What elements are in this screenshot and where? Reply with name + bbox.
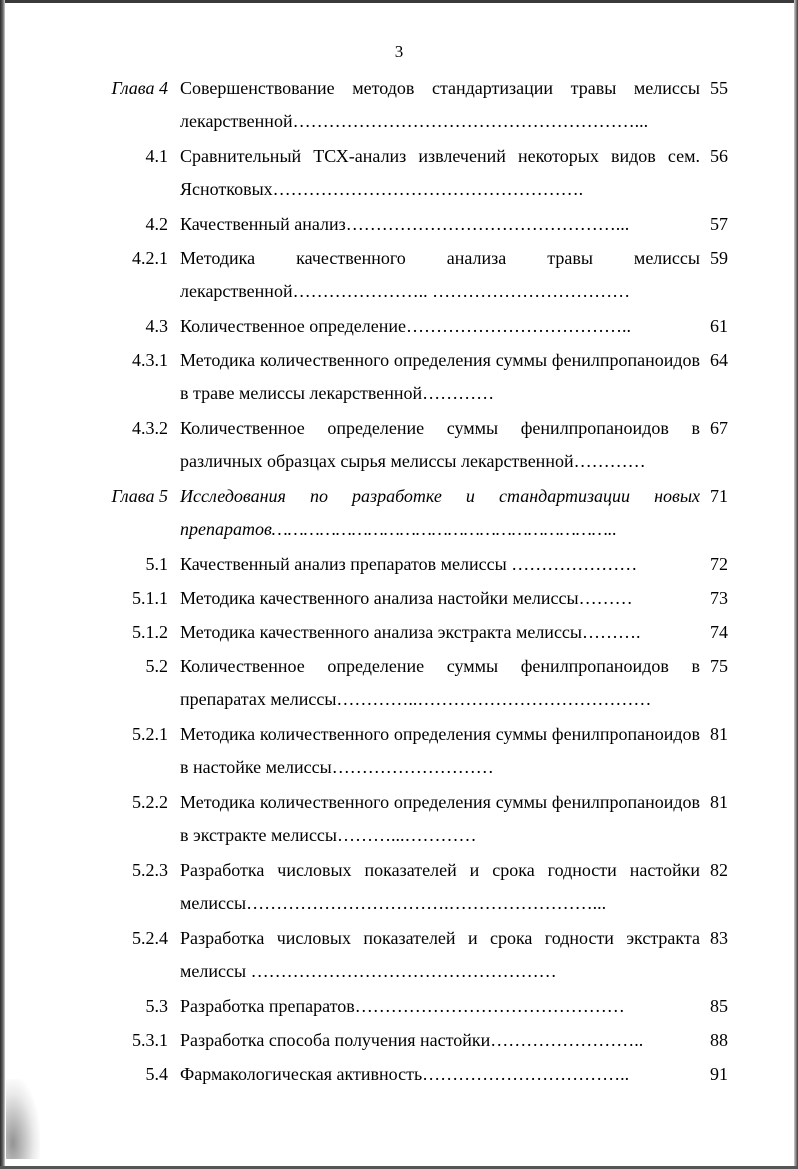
toc-entry-5-2 — [100, 650, 740, 716]
toc-entry-page: 57 — [710, 214, 728, 234]
scan-border-left — [0, 0, 5, 1169]
toc-entry-title: Методика количественного определения суммы фенилпропаноидов в экстракте мелиссы………...………… — [180, 792, 700, 845]
toc-entry-5-2-2 — [100, 786, 740, 852]
toc-entry-title: Методика качественного анализа экстракта мелиссы………. — [180, 622, 641, 642]
toc-entry-5-1 — [100, 548, 740, 581]
toc-entry-number: 5.2.3 — [132, 860, 168, 880]
toc-entry-5-2-4 — [100, 922, 740, 988]
toc-entry-5-1-1 — [100, 582, 740, 615]
toc-entry-title: Методика качественного анализа настойки мелиссы……… — [180, 588, 633, 608]
toc-entry-page: 67 — [710, 418, 728, 438]
toc-entry-number: 5.2.2 — [132, 792, 168, 812]
toc-entry-number: 5.2 — [145, 656, 168, 676]
toc-entry-number: 5.1.2 — [132, 622, 168, 642]
toc-entry-page: 81 — [710, 792, 728, 812]
toc-entry-page: 82 — [710, 860, 728, 880]
toc-entry-title: Методика качественного анализа травы мелиссы лекарственной………………….. …………………………… — [180, 248, 700, 301]
toc-entry-page: 56 — [710, 146, 728, 166]
toc-entry-page: 74 — [710, 622, 728, 642]
toc-entry-title: Методика количественного определения суммы фенилпропаноидов в траве мелиссы лекарственной………… — [180, 350, 700, 403]
toc-entry-number: 5.4 — [145, 1064, 168, 1084]
toc-entry-title: Количественное определение суммы фенилпропаноидов в препаратах мелиссы…………..………………………………… — [180, 656, 700, 709]
toc-entry-number: 5.2.4 — [132, 928, 168, 948]
toc-entry-title: Разработка препаратов……………………………………… — [180, 996, 625, 1016]
toc-entry-title: Совершенствование методов стандартизации травы мелиссы лекарственной…………………………………………………... — [180, 78, 700, 131]
toc-entry-page: 91 — [710, 1064, 728, 1084]
toc-entry-page: 61 — [710, 316, 728, 336]
scan-border-right — [794, 0, 798, 1169]
toc-entry-4-2 — [100, 208, 740, 241]
toc-entry-page: 55 — [710, 78, 728, 98]
toc-entry-number: 4.3.2 — [132, 418, 168, 438]
toc-entry-title: Сравнительный ТСХ-анализ извлечений некоторых видов сем. Яснотковых……………………………………………. — [180, 146, 700, 199]
toc-entry-5-2-1 — [100, 718, 740, 784]
toc-entry-page: 83 — [710, 928, 728, 948]
toc-entry-5-3 — [100, 990, 740, 1023]
toc-entry-4-3 — [100, 310, 740, 343]
toc-entry-title: Разработка способа получения настойки…………………….. — [180, 1030, 644, 1050]
toc-entry-5-3-1 — [100, 1024, 740, 1057]
toc-entry-page: 81 — [710, 724, 728, 744]
toc-entry-5-4 — [100, 1058, 740, 1091]
toc-entry-page: 71 — [710, 486, 728, 506]
toc-entry-number: 4.3.1 — [132, 350, 168, 370]
toc-entry-title: Качественный анализ………………………………………... — [180, 214, 630, 234]
toc-entry-4-3-1 — [100, 344, 740, 410]
toc-entry-page: 59 — [710, 248, 728, 268]
toc-entry-4-2-1 — [100, 242, 740, 308]
toc-entry-title: Количественное определение суммы фенилпропаноидов в различных образцах сырья мелиссы лекарственной………… — [180, 418, 700, 471]
toc-entry-title: Разработка числовых показателей и срока годности экстракта мелиссы …………………………………………… — [180, 928, 700, 981]
toc-entry-number: Глава 4 — [111, 78, 168, 98]
toc-entry-page: 85 — [710, 996, 728, 1016]
toc-entry-page: 64 — [710, 350, 728, 370]
toc-entry-page: 72 — [710, 554, 728, 574]
toc-entry-5-2-3 — [100, 854, 740, 920]
toc-entry-chapter-5 — [100, 480, 740, 546]
toc-entry-page: 88 — [710, 1030, 728, 1050]
toc-entry-5-1-2 — [100, 616, 740, 649]
toc-entry-title: Методика количественного определения суммы фенилпропаноидов в настойке мелиссы……………………… — [180, 724, 700, 777]
toc-entry-title: Разработка числовых показателей и срока годности настойки мелиссы…………………………….……………………... — [180, 860, 700, 913]
toc-entry-title: Количественное определение……………………………….. — [180, 316, 631, 336]
toc-entry-title: Исследования по разработке и стандартизации новых препаратов……………………………………………………….. — [180, 486, 700, 539]
toc-entry-page: 73 — [710, 588, 728, 608]
toc-entry-title: Качественный анализ препаратов мелиссы ………………… — [180, 554, 638, 574]
toc-entry-number: 5.1 — [145, 554, 168, 574]
scan-border-top — [0, 0, 798, 3]
toc-entry-number: 4.1 — [145, 146, 168, 166]
toc-entry-number: 4.3 — [145, 316, 168, 336]
scan-smudge — [6, 1079, 40, 1159]
toc-entry-chapter-4 — [100, 72, 740, 138]
page-number: 3 — [394, 42, 404, 61]
toc-entry-number: 4.2.1 — [132, 248, 168, 268]
toc-entry-title: Фармакологическая активность…………………………….. — [180, 1064, 630, 1084]
toc-entry-number: 5.2.1 — [132, 724, 168, 744]
toc-entry-number: 5.1.1 — [132, 588, 168, 608]
toc-entry-page: 75 — [710, 656, 728, 676]
toc-entry-4-1 — [100, 140, 740, 206]
toc-entry-number: 5.3.1 — [132, 1030, 168, 1050]
toc-entry-number: 4.2 — [145, 214, 168, 234]
toc-entry-4-3-2 — [100, 412, 740, 478]
table-of-contents — [100, 72, 740, 1092]
toc-entry-number: Глава 5 — [111, 486, 168, 506]
toc-entry-number: 5.3 — [145, 996, 168, 1016]
